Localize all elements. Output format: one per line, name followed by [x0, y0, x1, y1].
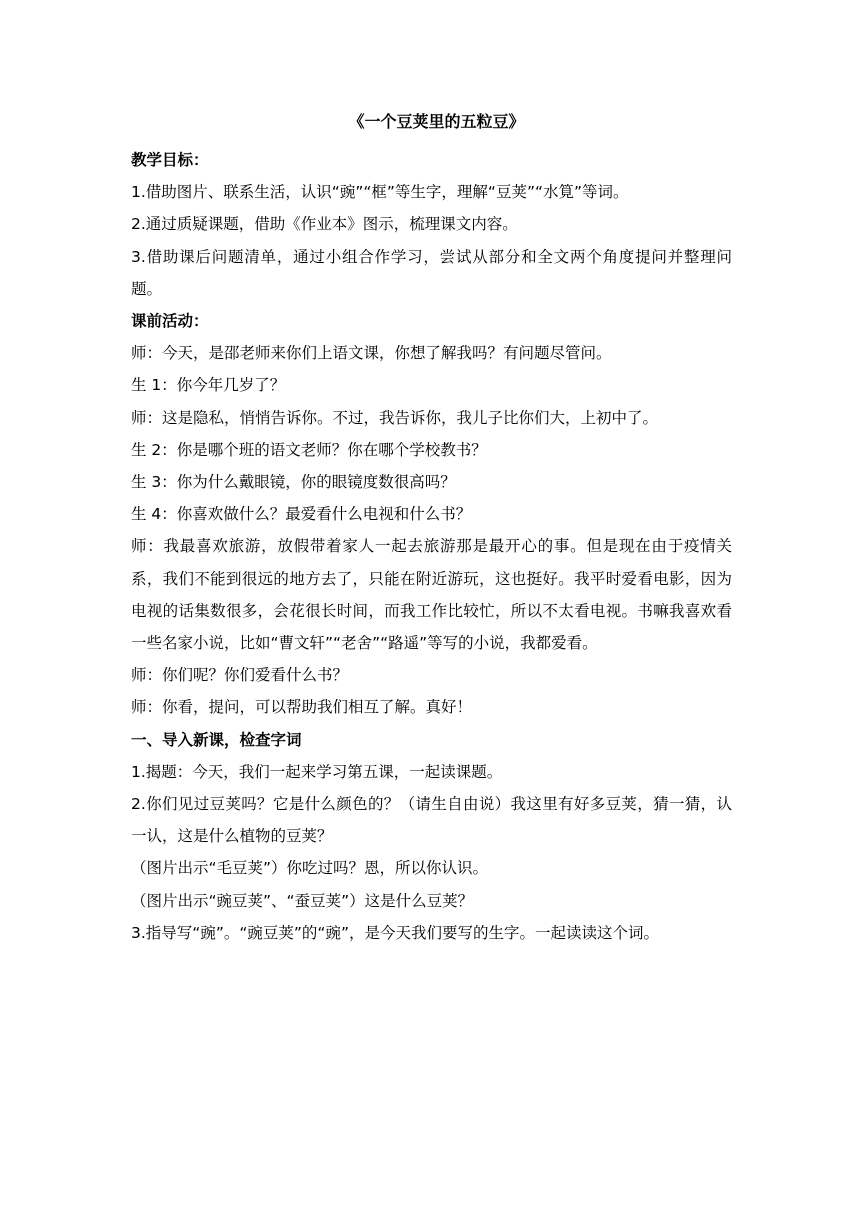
- step-item: 3.指导写“豌”。“豌豆荚”的“豌”，是今天我们要写的生字。一起读读这个词。: [131, 923, 659, 942]
- step-item: 1.揭题：今天，我们一起来学习第五课，一起读课题。: [131, 762, 503, 781]
- objective-1: 1.借助图片、联系生活，认识“豌”“框”等生字，理解“豆荚”“水筧”等词。: [131, 183, 629, 202]
- dialogue-line: 师：我最喜欢旅游，放假带着家人一起去旅游那是最开心的事。但是现在由于疫情关系，我们不能到很远的地方去了，只能在附近游玩，这也挺好。我平时爱看电影，因为电视的话集数很多，会花很长时间，而我工作比较忙，所以不太看电视。书嘛我喜欢看一些名家小说，比如“曹文轩”“老舍”“路遥”等写的小说，我都爱看。: [131, 537, 732, 653]
- document-page: [131, 112, 732, 949]
- section-heading-introduction: 一、导入新课，检查字词: [131, 730, 302, 749]
- document-body: [131, 144, 732, 949]
- dialogue-line: 生 3：你为什么戴眼镜，你的眼镜度数很高吗？: [131, 473, 456, 492]
- step-item: （图片出示“豌豆荚”、“蚕豆荚”）这是什么豆荚？: [131, 891, 474, 910]
- dialogue-line: 师：今天，是邵老师来你们上语文课，你想了解我吗？有问题尽管问。: [131, 344, 612, 363]
- dialogue-line: 生 4：你喜欢做什么？最爱看什么电视和什么书？: [131, 505, 472, 524]
- objective-3: 3.借助课后问题清单，通过小组合作学习，尝试从部分和全文两个角度提问并整理问题。: [131, 247, 732, 298]
- section-heading-pre-class: 课前活动：: [131, 312, 209, 331]
- document-title: 《一个豆荚里的五粒豆》: [348, 112, 525, 131]
- step-item: 2.你们见过豆荚吗？它是什么颜色的？（请生自由说）我这里有好多豆荚，猜一猜，认一认，这是什么植物的豆荚？: [131, 795, 732, 846]
- dialogue-line: 生 2：你是哪个班的语文老师？你在哪个学校教书？: [131, 440, 487, 459]
- dialogue-line: 生 1：你今年几岁了？: [131, 376, 286, 395]
- step-item: （图片出示“毛豆荚”）你吃过吗？恩，所以你认识。: [131, 859, 489, 878]
- dialogue-line: 师：这是隐私，悄悄告诉你。不过，我告诉你，我儿子比你们大，上初中了。: [131, 408, 659, 427]
- objective-2: 2.通过质疑课题，借助《作业本》图示，梳理课文内容。: [131, 215, 518, 234]
- section-heading-objectives: 教学目标：: [131, 151, 209, 169]
- dialogue-line: 师：你看，提问，可以帮助我们相互了解。真好！: [131, 698, 473, 717]
- dialogue-line: 师：你们呢？你们爱看什么书？: [131, 666, 349, 685]
